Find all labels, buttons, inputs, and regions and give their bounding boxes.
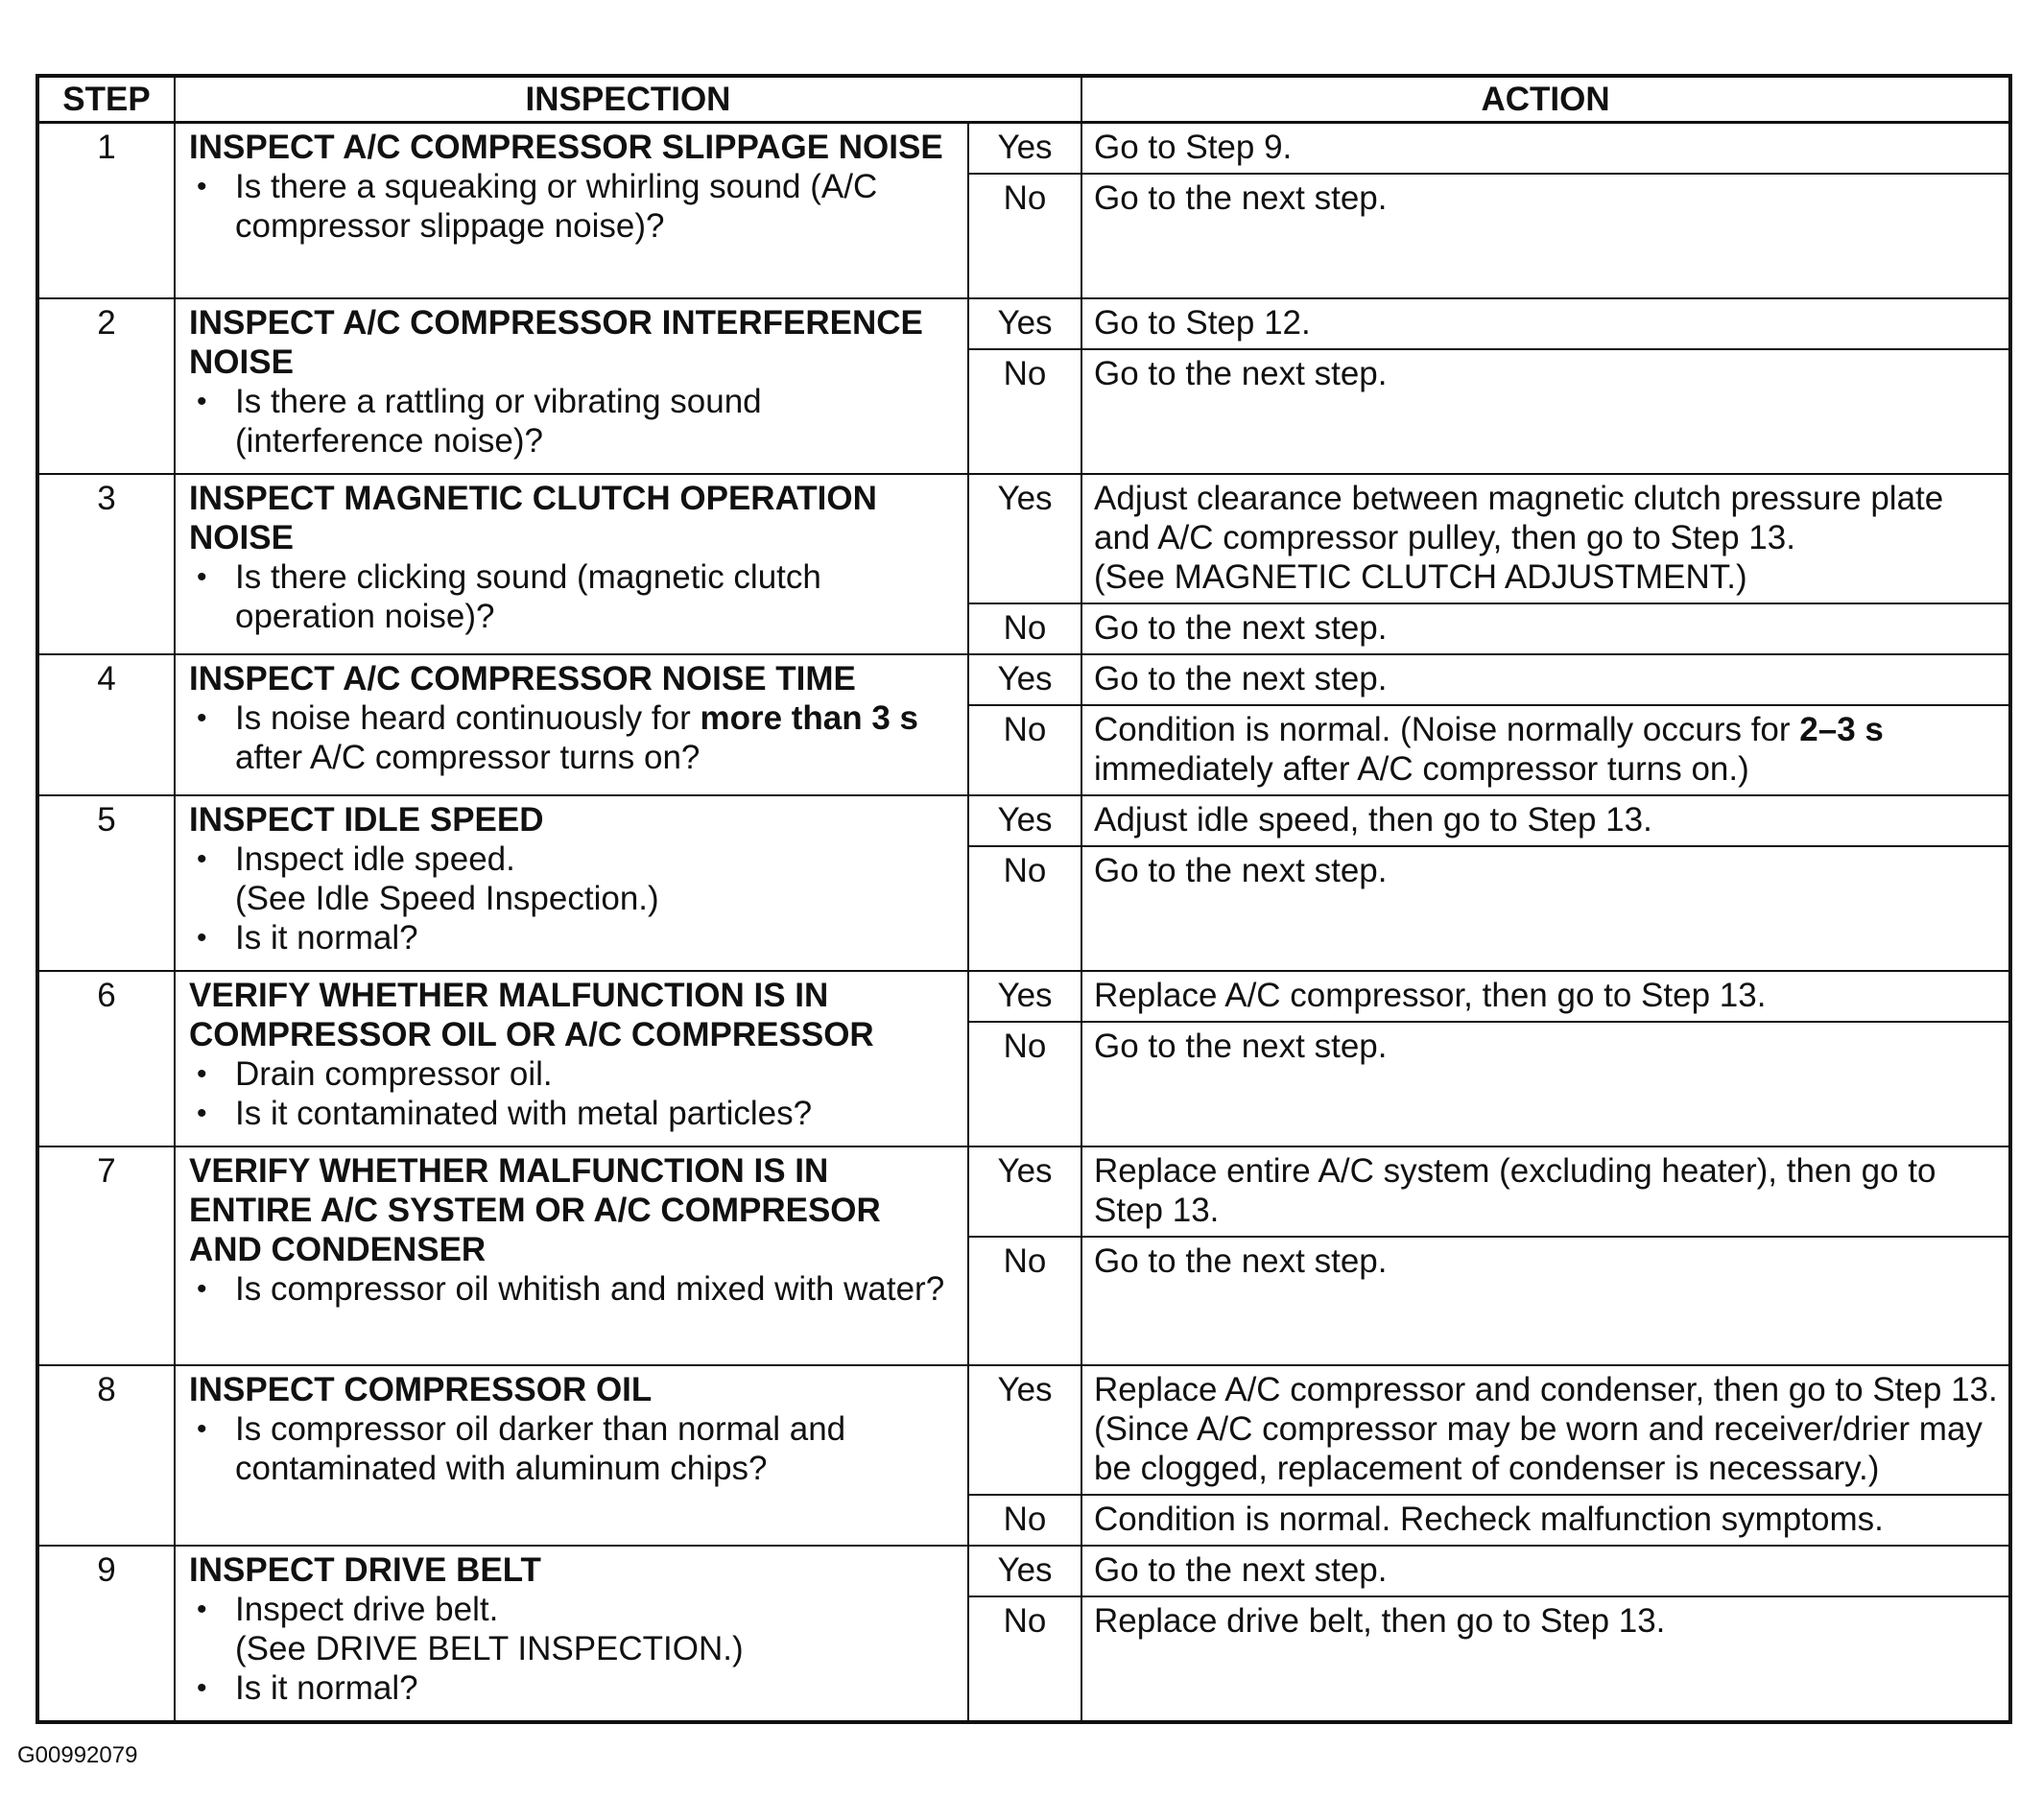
table-row — [37, 971, 2010, 1022]
inspection-bullets — [189, 1054, 958, 1133]
table-row — [37, 474, 2010, 603]
table-row — [37, 795, 2010, 846]
inspection-cell — [175, 971, 968, 1146]
answer-no: No — [968, 1237, 1081, 1365]
answer-yes: Yes — [968, 795, 1081, 846]
table-row — [37, 1365, 2010, 1495]
action-yes: Go to the next step. — [1081, 654, 2010, 705]
inspection-cell — [175, 1546, 968, 1722]
action-no: Go to the next step. — [1081, 174, 2010, 298]
bullet-item: • Is there clicking sound (magnetic clutch operation noise)? — [235, 557, 958, 636]
inspection-cell — [175, 123, 968, 299]
answer-no: No — [968, 603, 1081, 654]
inspection-bullets — [189, 167, 958, 246]
inspection-title: INSPECT DRIVE BELT — [189, 1551, 541, 1589]
bullet-item: • Is it contaminated with metal particles? — [235, 1094, 958, 1133]
step-number: 7 — [37, 1146, 175, 1365]
inspection-title: VERIFY WHETHER MALFUNCTION IS IN COMPRESSOR OIL OR A/C COMPRESSOR — [189, 977, 874, 1053]
inspection-title: INSPECT A/C COMPRESSOR NOISE TIME — [189, 660, 856, 697]
inspection-cell — [175, 1146, 968, 1365]
action-yes: Go to the next step. — [1081, 1546, 2010, 1596]
action-no: Go to the next step. — [1081, 1237, 2010, 1365]
answer-yes: Yes — [968, 298, 1081, 349]
action-yes: Replace A/C compressor and condenser, then go to Step 13. (Since A/C compressor may be worn and receiver/drier may be clogged, replacement of condenser is necessary.) — [1081, 1365, 2010, 1495]
diagnostic-table — [36, 74, 2012, 1724]
bullet-item: • Is there a rattling or vibrating sound (interference noise)? — [235, 382, 958, 461]
inspection-cell — [175, 298, 968, 474]
bullet-item: • Is compressor oil whitish and mixed with water? — [235, 1269, 958, 1309]
answer-yes: Yes — [968, 474, 1081, 603]
action-no: Go to the next step. — [1081, 349, 2010, 474]
answer-no: No — [968, 846, 1081, 971]
inspection-cell — [175, 1365, 968, 1546]
action-no: Condition is normal. Recheck malfunction symptoms. — [1081, 1495, 2010, 1546]
bullet-item: • Is compressor oil darker than normal and contaminated with aluminum chips? — [235, 1409, 958, 1488]
bullet-reference: (See DRIVE BELT INSPECTION.) — [235, 1630, 744, 1667]
action-no: Go to the next step. — [1081, 603, 2010, 654]
bullet-item: • Is it normal? — [235, 1668, 958, 1708]
inspection-bullets — [189, 1590, 958, 1708]
header-inspection: INSPECTION — [175, 76, 1081, 123]
inspection-cell — [175, 474, 968, 654]
inspection-title: INSPECT A/C COMPRESSOR INTERFERENCE NOISE — [189, 304, 923, 381]
answer-yes: Yes — [968, 123, 1081, 175]
inspection-bullets — [189, 1269, 958, 1309]
action-yes: Replace A/C compressor, then go to Step 13. — [1081, 971, 2010, 1022]
table-row — [37, 1146, 2010, 1237]
bullet-item: • Drain compressor oil. — [235, 1054, 958, 1094]
step-number: 4 — [37, 654, 175, 795]
answer-no: No — [968, 1495, 1081, 1546]
action-yes — [1081, 474, 2010, 603]
inspection-bullets — [189, 557, 958, 636]
inspection-title: INSPECT COMPRESSOR OIL — [189, 1371, 653, 1408]
action-no: Replace drive belt, then go to Step 13. — [1081, 1596, 2010, 1722]
action-yes: Go to Step 12. — [1081, 298, 2010, 349]
bullet-text: • Inspect drive belt. — [235, 1591, 499, 1628]
table-row — [37, 123, 2010, 175]
answer-yes: Yes — [968, 1546, 1081, 1596]
step-number: 9 — [37, 1546, 175, 1722]
action-no — [1081, 705, 2010, 795]
action-text: Condition is normal. (Noise normally occurs for — [1094, 711, 1800, 748]
action-yes-text: Adjust clearance between magnetic clutch pressure plate and A/C compressor pulley, then go to Step 13. — [1094, 480, 1944, 556]
answer-no: No — [968, 349, 1081, 474]
answer-no: No — [968, 1596, 1081, 1722]
table-header-row — [37, 76, 2010, 123]
step-number: 6 — [37, 971, 175, 1146]
step-number: 1 — [37, 123, 175, 299]
table-row — [37, 654, 2010, 705]
action-yes: Go to Step 9. — [1081, 123, 2010, 175]
bullet-emphasis: more than 3 s — [700, 699, 919, 737]
inspection-bullets — [189, 698, 958, 777]
inspection-bullets — [189, 1409, 958, 1488]
answer-yes: Yes — [968, 971, 1081, 1022]
bullet-text: Is noise heard continuously for — [235, 699, 701, 737]
answer-no: No — [968, 1022, 1081, 1146]
step-number: 5 — [37, 795, 175, 971]
answer-no: No — [968, 705, 1081, 795]
table-row — [37, 298, 2010, 349]
action-no: Go to the next step. — [1081, 1022, 2010, 1146]
bullet-item: • Is it normal? — [235, 918, 958, 957]
inspection-bullets — [189, 382, 958, 461]
bullet-text: • Inspect idle speed. — [235, 840, 515, 878]
answer-no: No — [968, 174, 1081, 298]
table-row — [37, 1546, 2010, 1596]
inspection-title: INSPECT IDLE SPEED — [189, 801, 544, 839]
inspection-title: INSPECT MAGNETIC CLUTCH OPERATION NOISE — [189, 480, 877, 556]
action-yes: Replace entire A/C system (excluding heater), then go to Step 13. — [1081, 1146, 2010, 1237]
bullet-item — [235, 1590, 958, 1668]
step-number: 8 — [37, 1365, 175, 1546]
bullet-item: • Is there a squeaking or whirling sound (A/C compressor slippage noise)? — [235, 167, 958, 246]
inspection-cell — [175, 654, 968, 795]
step-number: 3 — [37, 474, 175, 654]
step-number: 2 — [37, 298, 175, 474]
inspection-cell — [175, 795, 968, 971]
bullet-item — [235, 839, 958, 918]
bullet-text: after A/C compressor turns on? — [235, 739, 701, 776]
header-action: ACTION — [1081, 76, 2010, 123]
action-text: immediately after A/C compressor turns on.) — [1094, 750, 1749, 788]
answer-yes: Yes — [968, 1146, 1081, 1237]
bullet-reference: (See Idle Speed Inspection.) — [235, 880, 659, 917]
bullet-item — [235, 698, 958, 777]
inspection-bullets — [189, 839, 958, 957]
action-yes: Adjust idle speed, then go to Step 13. — [1081, 795, 2010, 846]
answer-yes: Yes — [968, 654, 1081, 705]
inspection-title: VERIFY WHETHER MALFUNCTION IS IN ENTIRE A/C SYSTEM OR A/C COMPRESOR AND CONDENSER — [189, 1152, 881, 1268]
figure-code: G00992079 — [17, 1742, 138, 1768]
action-yes-reference: (See MAGNETIC CLUTCH ADJUSTMENT.) — [1094, 558, 1747, 596]
answer-yes: Yes — [968, 1365, 1081, 1495]
action-no: Go to the next step. — [1081, 846, 2010, 971]
header-step: STEP — [37, 76, 175, 123]
action-emphasis: 2–3 s — [1799, 711, 1884, 748]
inspection-title: INSPECT A/C COMPRESSOR SLIPPAGE NOISE — [189, 129, 943, 166]
